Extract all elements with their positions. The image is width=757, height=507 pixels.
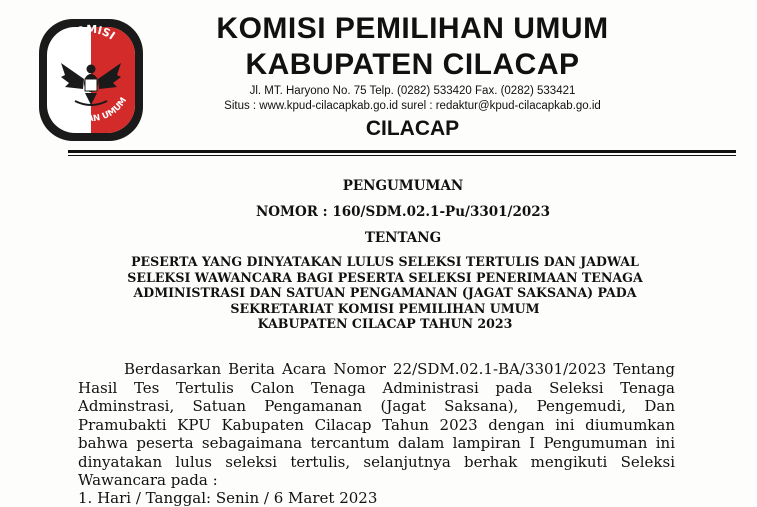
address-line: Jl. MT. Haryono No. 75 Telp. (0282) 533420 Fax. (0282) 533421 [249, 85, 576, 97]
announcement-title: PENGUMUMAN [342, 178, 464, 194]
letterhead-rule-thick [68, 150, 736, 153]
announcement-subject [85, 254, 685, 332]
subject-line: SEKRETARIAT KOMISI PEMILIHAN UMUM [230, 300, 540, 316]
logo-arc-top: KOMISI [65, 22, 118, 43]
organization-region: KABUPATEN CILACAP [245, 48, 580, 81]
schedule-item: 1. Hari / Tanggal: Senin / 6 Maret 2023 [78, 489, 378, 507]
subject-line: KABUPATEN CILACAP TAHUN 2023 [257, 316, 513, 331]
city-name: CILACAP [365, 117, 460, 140]
subject-line: PESERTA YANG DINYATAKAN LULUS SELEKSI TERTULIS DAN JADWAL [131, 254, 639, 269]
announcement-body: Berdasarkan Berita Acara Nomor 22/SDM.02.1-BA/3301/2023 Tentang Hasil Tes Tertulis Calon Tenaga Administrasi pada Seleksi Tenaga Adminstrasi, Satuan Pengamanan (Jagat Saksana), Pengemudi, Dan Pramubakti KPU Kabupaten Cilacap Tahun 2023 dengan ini diumumkan bahwa peserta sebagaimana tercantum dalam lampiran I Pengumuman ini dinyatakan lulus seleksi tertulis, selanjutnya berhak mengikuti Seleksi Wawancara pada : [78, 360, 675, 489]
announcement-number: NOMOR : 160/SDM.02.1-Pu/3301/2023 [255, 204, 551, 220]
subject-line: SELEKSI WAWANCARA BAGI PESERTA SELEKSI PENERIMAAN TENAGA [127, 269, 643, 285]
logo-arc-bottom: PEMILIHAN UMUM [52, 95, 130, 125]
organization-name: KOMISI PEMILIHAN UMUM [216, 12, 609, 45]
website-line: Situs : www.kpud-cilacapkab.go.id surel : redaktur@kpud-cilacapkab.go.id [224, 100, 601, 112]
subject-line: ADMINISTRASI DAN SATUAN PENGAMANAN (JAGAT SAKSANA) PADA [133, 285, 637, 300]
kpu-logo [37, 17, 145, 143]
letterhead-rule-thin [68, 155, 736, 156]
announcement-about: TENTANG [364, 230, 442, 246]
